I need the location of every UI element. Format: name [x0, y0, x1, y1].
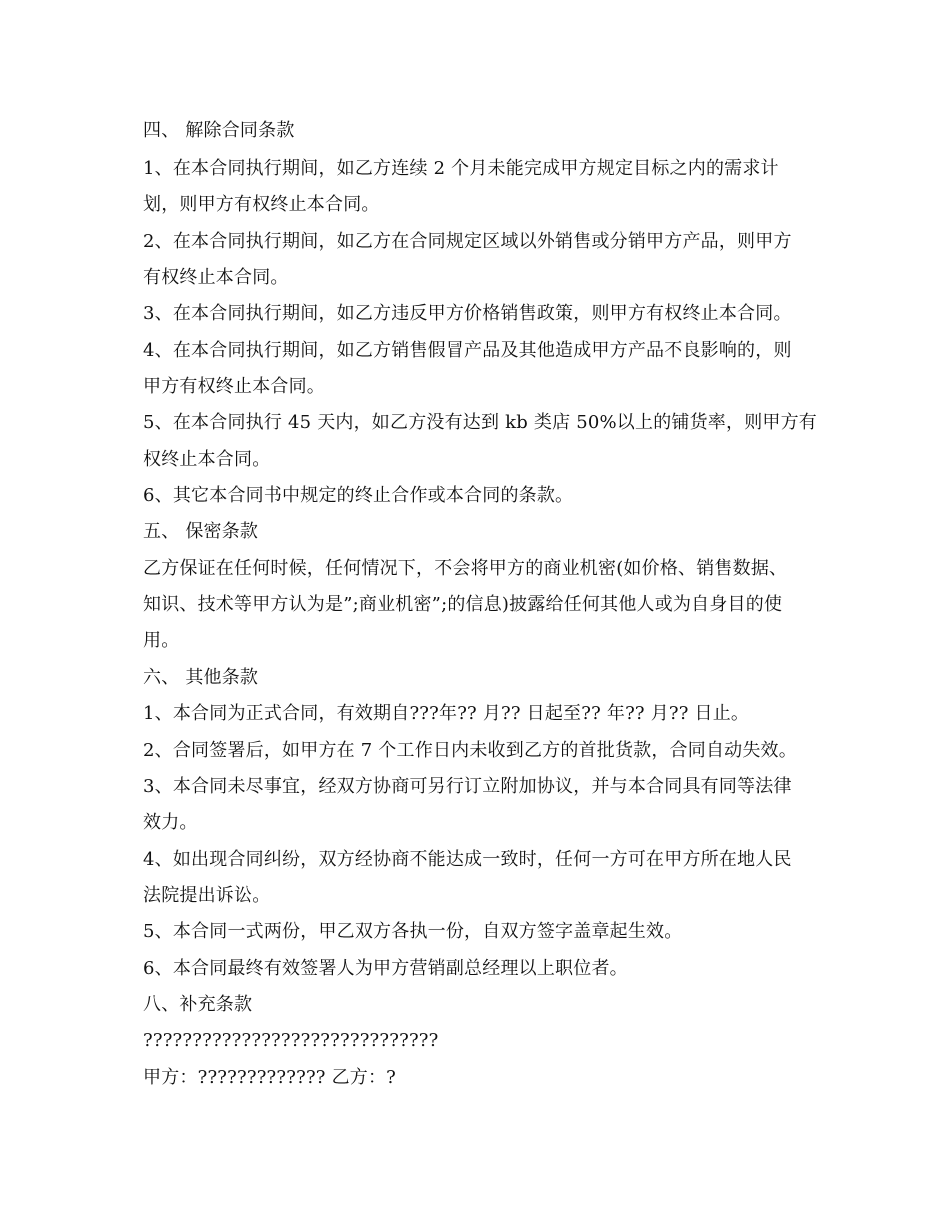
paragraph-line: 1、在本合同执行期间，如乙方连续 2 个月未能完成甲方规定目标之内的需求计 — [143, 158, 779, 179]
section-heading-supplementary: 八、补充条款 — [143, 994, 253, 1015]
paragraph-line: 1、本合同为正式合同，有效期自???年?? 月?? 日起至?? 年?? 月?? 日止。 — [143, 703, 750, 724]
section-heading-other: 六、 其他条款 — [143, 667, 259, 688]
section-heading-confidentiality: 五、 保密条款 — [143, 521, 259, 542]
paragraph-line: 5、在本合同执行 45 天内，如乙方没有达到 kb 类店 50%以上的铺货率，则甲方有 — [143, 412, 817, 433]
paragraph-line: 5、本合同一式两份，甲乙双方各执一份，自双方签字盖章起生效。 — [143, 921, 683, 942]
paragraph-line: 3、在本合同执行期间，如乙方违反甲方价格销售政策，则甲方有权终止本合同。 — [143, 303, 792, 324]
section-heading-termination: 四、 解除合同条款 — [143, 120, 295, 141]
placeholder-line: ?????????????????????????????? — [143, 1030, 439, 1051]
paragraph-line: 权终止本合同。 — [143, 449, 271, 470]
paragraph-line: 2、在本合同执行期间，如乙方在合同规定区域以外销售或分销甲方产品，则甲方 — [143, 231, 792, 252]
paragraph-line: 6、本合同最终有效签署人为甲方营销副总经理以上职位者。 — [143, 958, 628, 979]
paragraph-line: 知识、技术等甲方认为是”;商业机密”;的信息)披露给任何其他人或为自身目的使 — [143, 594, 783, 615]
paragraph-line: 3、本合同未尽事宜，经双方协商可另行订立附加协议，并与本合同具有同等法律 — [143, 776, 792, 797]
paragraph-line: 6、其它本合同书中规定的终止合作或本合同的条款。 — [143, 485, 574, 506]
paragraph-line: 乙方保证在任何时候，任何情况下，不会将甲方的商业机密(如价格、销售数据、 — [143, 558, 788, 579]
paragraph-line: 甲方有权终止本合同。 — [143, 376, 325, 397]
signature-line: 甲方：????????????? 乙方：? — [143, 1067, 397, 1088]
paragraph-line: 2、合同签署后，如甲方在 7 个工作日内未收到乙方的首批货款，合同自动失效。 — [143, 740, 797, 761]
paragraph-line: 划，则甲方有权终止本合同。 — [143, 194, 380, 215]
paragraph-line: 4、在本合同执行期间，如乙方销售假冒产品及其他造成甲方产品不良影响的，则 — [143, 340, 792, 361]
paragraph-line: 效力。 — [143, 812, 198, 833]
paragraph-line: 有权终止本合同。 — [143, 267, 289, 288]
paragraph-line: 4、如出现合同纠纷，双方经协商不能达成一致时，任何一方可在甲方所在地人民 — [143, 849, 792, 870]
paragraph-line: 法院提出诉讼。 — [143, 885, 271, 906]
paragraph-line: 用。 — [143, 630, 180, 651]
